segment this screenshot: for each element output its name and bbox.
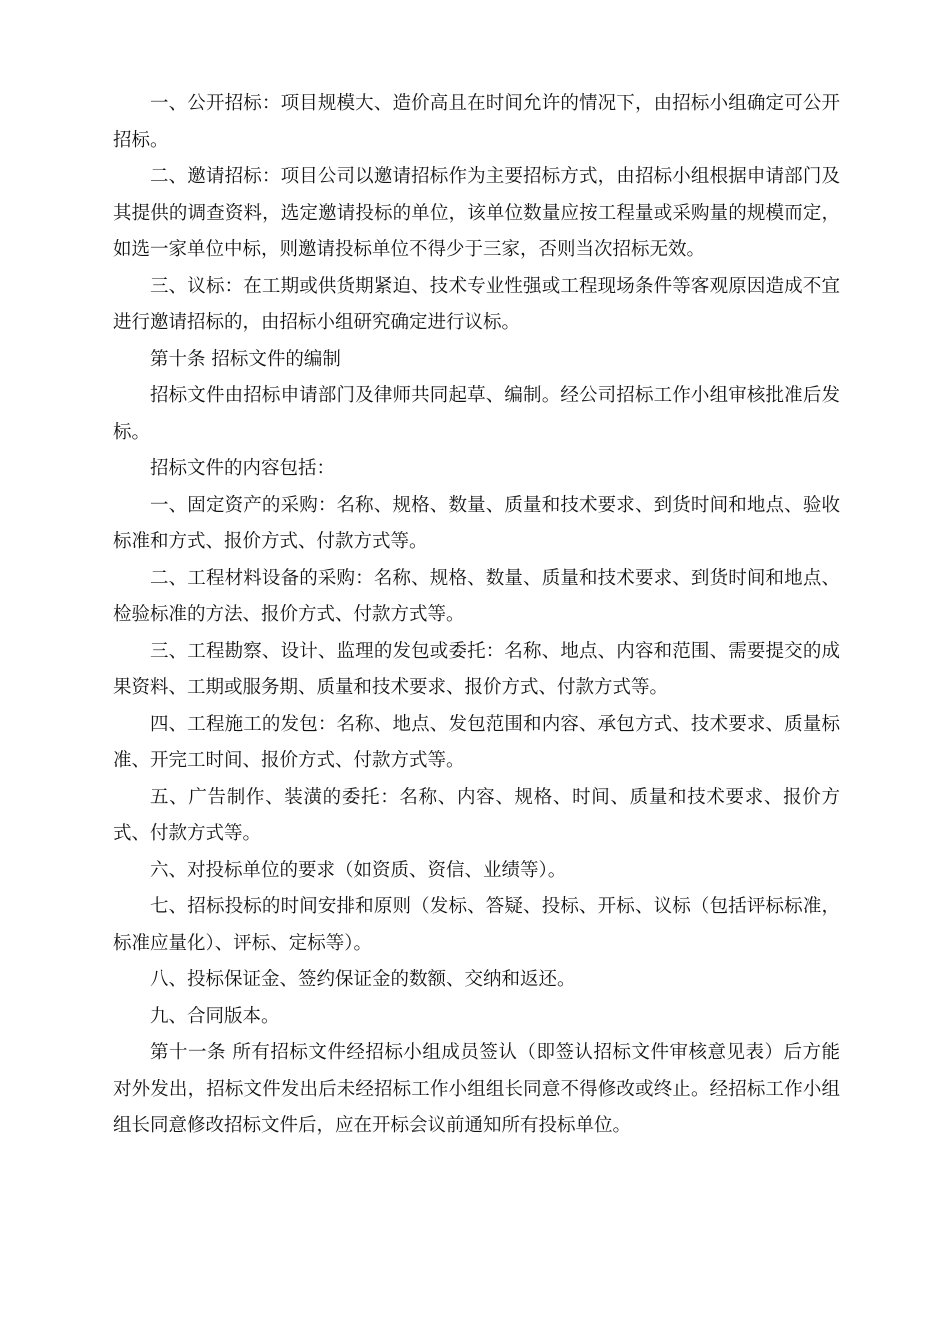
list-item-advertising: 五、广告制作、装潢的委托：名称、内容、规格、时间、质量和技术要求、报价方式、付款方式等。 (113, 786, 840, 844)
paragraph-invited-tender: 二、邀请招标：项目公司以邀请招标作为主要招标方式，由招标小组根据申请部门及其提供的调查资料，选定邀请投标的单位，该单位数量应按工程量或采购量的规模而定，如选一家单位中标，则邀请投标单位不得少于三家，否则当次招标无效。 (113, 166, 840, 260)
list-item-construction: 四、工程施工的发包：名称、地点、发包范围和内容、承包方式、技术要求、质量标准、开完工时间、报价方式、付款方式等。 (113, 713, 840, 771)
list-item-bidder-requirements: 六、对投标单位的要求（如资质、资信、业绩等）。 (150, 859, 567, 881)
list-item-fixed-assets: 一、固定资产的采购：名称、规格、数量、质量和技术要求、到货时间和地点、验收标准和方式、报价方式、付款方式等。 (113, 494, 840, 552)
list-item-contract-version: 九、合同版本。 (150, 1005, 280, 1027)
paragraph-drafting: 招标文件由招标申请部门及律师共同起草、编制。经公司招标工作小组审核批准后发标。 (113, 385, 840, 443)
paragraph-open-tender: 一、公开招标：项目规模大、造价高且在时间允许的情况下，由招标小组确定可公开招标。 (113, 93, 840, 151)
article-10-heading: 第十条 招标文件的编制 (150, 348, 341, 370)
paragraph-contents-intro: 招标文件的内容包括： (150, 458, 336, 479)
document-body (113, 86, 840, 1145)
list-item-schedule: 七、招标投标的时间安排和原则（发标、答疑、投标、开标、议标（包括评标标准，标准应量化）、评标、定标等）。 (113, 896, 840, 954)
article-11-paragraph: 第十一条 所有招标文件经招标小组成员签认（即签认招标文件审核意见表）后方能对外发出，招标文件发出后未经招标工作小组组长同意不得修改或终止。经招标工作小组组长同意修改招标文件后，应在开标会议前通知所有投标单位。 (113, 1042, 840, 1136)
list-item-deposits: 八、投标保证金、签约保证金的数额、交纳和返还。 (150, 969, 576, 990)
list-item-survey-design: 三、工程勘察、设计、监理的发包或委托：名称、地点、内容和范围、需要提交的成果资料、工期或服务期、质量和技术要求、报价方式、付款方式等。 (113, 640, 840, 698)
list-item-materials: 二、工程材料设备的采购：名称、规格、数量、质量和技术要求、到货时间和地点、检验标准的方法、报价方式、付款方式等。 (113, 567, 840, 625)
paragraph-negotiated-tender: 三、议标：在工期或供货期紧迫、技术专业性强或工程现场条件等客观原因造成不宜进行邀请招标的，由招标小组研究确定进行议标。 (113, 275, 840, 333)
